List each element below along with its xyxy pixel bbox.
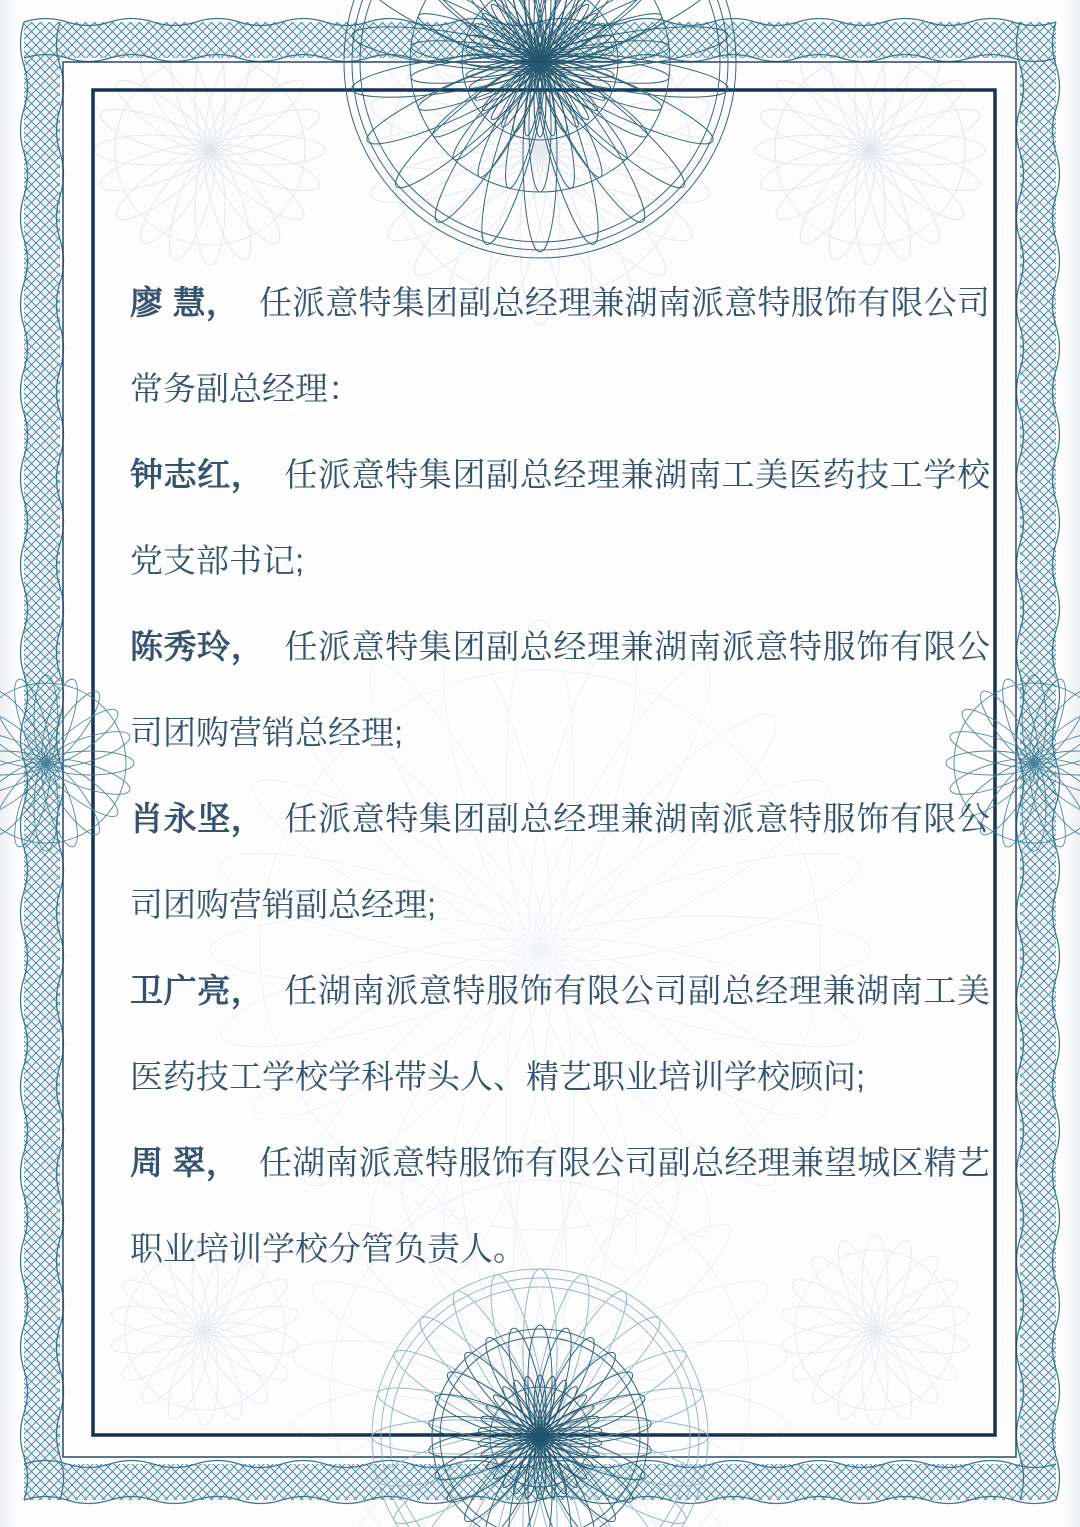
appointment-entry — [130, 948, 990, 1120]
appointment-text: 任派意特集团副总经理兼湖南工美医药技工学校党支部书记; — [130, 456, 991, 579]
appointment-entry — [130, 260, 990, 432]
appointee-name: 卫广亮， — [130, 972, 265, 1009]
appointment-entry — [130, 776, 990, 948]
appointee-name: 肖永坚， — [130, 800, 265, 837]
appointee-name: 周 翠， — [130, 1144, 240, 1181]
appointment-list — [130, 260, 990, 1292]
appointment-entry — [130, 432, 990, 604]
border-lattice-band — [24, 1464, 1056, 1500]
appointment-text: 任湖南派意特服饰有限公司副总经理兼湖南工美医药技工学校学科带头人、精艺职业培训学校顾问; — [130, 972, 991, 1095]
watermark-rosette — [755, 35, 985, 265]
appointment-entry — [130, 1120, 990, 1292]
appointee-name: 陈秀玲， — [130, 628, 265, 665]
appointee-name: 廖 慧， — [130, 284, 240, 321]
appointment-text: 任派意特集团副总经理兼湖南派意特服饰有限公司团购营销总经理; — [130, 628, 991, 751]
watermark-rosette — [95, 35, 325, 265]
appointment-text: 任湖南派意特服饰有限公司副总经理兼望城区精艺职业培训学校分管负责人。 — [130, 1144, 991, 1267]
appointee-name: 钟志红， — [130, 456, 265, 493]
appointment-text: 任派意特集团副总经理兼湖南派意特服饰有限公司团购营销副总经理; — [130, 800, 991, 923]
appointment-text: 任派意特集团副总经理兼湖南派意特服饰有限公司常务副总经理： — [130, 284, 991, 407]
appointment-entry — [130, 604, 990, 776]
